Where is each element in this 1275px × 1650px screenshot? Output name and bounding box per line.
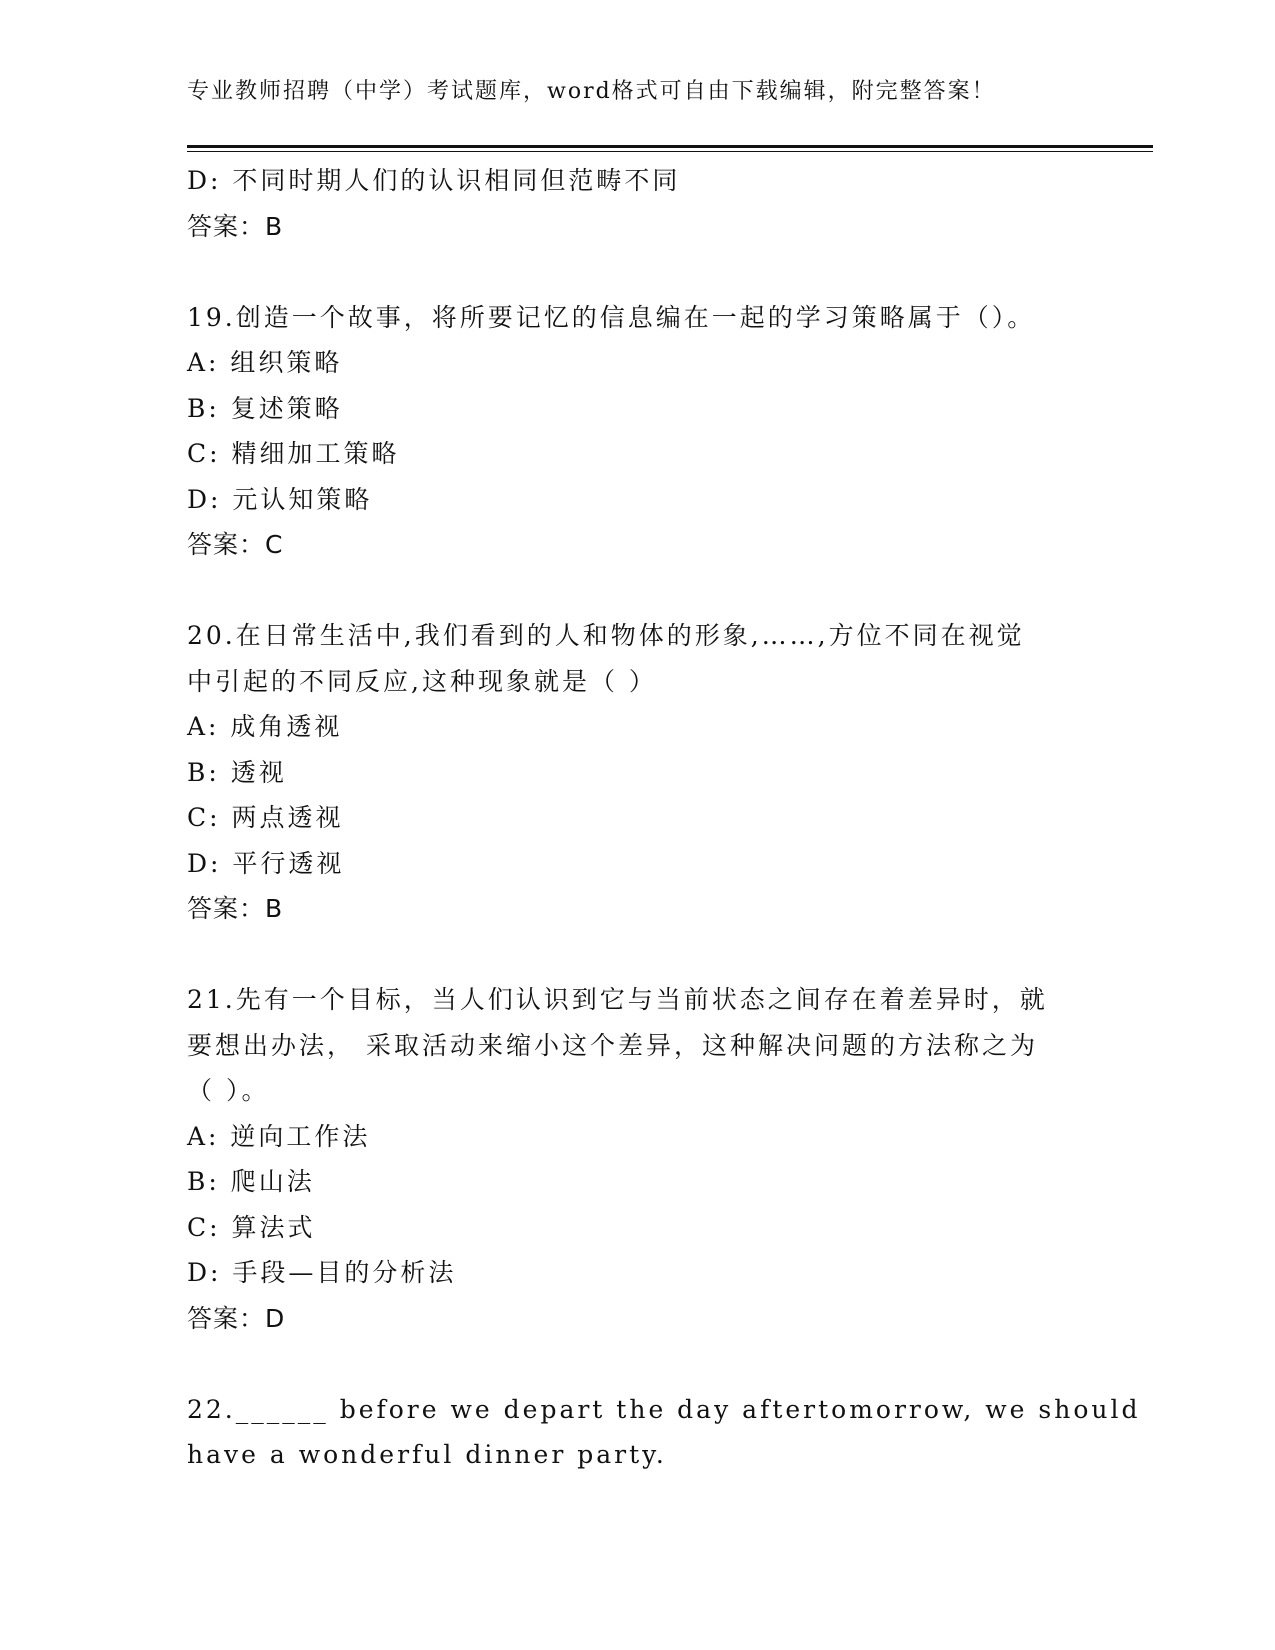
option-a: A: 逆向工作法 — [187, 1121, 371, 1151]
spacer — [187, 1341, 1087, 1387]
carryover-answer: 答案：B — [187, 211, 284, 241]
question-content — [187, 158, 1141, 1478]
option-c: C: 算法式 — [187, 1212, 316, 1242]
spacer — [187, 932, 1087, 978]
option-d: D: 手段—目的分析法 — [187, 1258, 457, 1287]
question-21 — [187, 977, 1087, 1341]
option-a: A: 成角透视 — [187, 712, 343, 741]
answer: 答案：C — [187, 530, 284, 559]
option-d: D: 元认知策略 — [187, 484, 373, 514]
question-stem: 中引起的不同反应,这种现象就是（ ） — [187, 666, 657, 696]
page-header: 专业教师招聘（中学）考试题库，word格式可自由下载编辑，附完整答案！ — [187, 79, 996, 104]
question-stem: 22.______ before we depart the day aftertomorrow, we should — [187, 1394, 1141, 1424]
spacer — [187, 249, 1087, 295]
option-b: B: 爬山法 — [187, 1167, 315, 1196]
question-stem: 19.创造一个故事，将所要记忆的信息编在一起的学习策略属于（）。 — [187, 302, 1036, 332]
option-d: D: 平行透视 — [187, 848, 345, 878]
question-stem: have a wonderful dinner party. — [187, 1440, 667, 1469]
question-20 — [187, 613, 1087, 932]
carryover-option-d: D: 不同时期人们的认识相同但范畴不同 — [187, 166, 681, 195]
option-a: A: 组织策略 — [187, 348, 343, 377]
option-c: C: 两点透视 — [187, 803, 344, 832]
option-c: C: 精细加工策略 — [187, 439, 400, 468]
question-stem: 要想出办法， 采取活动来缩小这个差异，这种解决问题的方法称之为 — [187, 1030, 1038, 1060]
answer: 答案：B — [187, 894, 284, 923]
question-stem: 20.在日常生活中,我们看到的人和物体的形象,……,方位不同在视觉 — [187, 621, 1025, 650]
question-stem: （ ）。 — [187, 1076, 270, 1105]
question-19 — [187, 295, 1087, 568]
question-stem: 21.先有一个目标，当人们认识到它与当前状态之间存在着差异时，就 — [187, 985, 1048, 1014]
header-rule-thin — [187, 151, 1153, 152]
question-22 — [187, 1387, 1141, 1478]
option-b: B: 复述策略 — [187, 393, 343, 423]
answer: 答案：D — [187, 1303, 286, 1333]
spacer — [187, 568, 1087, 614]
header-rule-thick — [187, 145, 1153, 148]
option-b: B: 透视 — [187, 757, 287, 787]
